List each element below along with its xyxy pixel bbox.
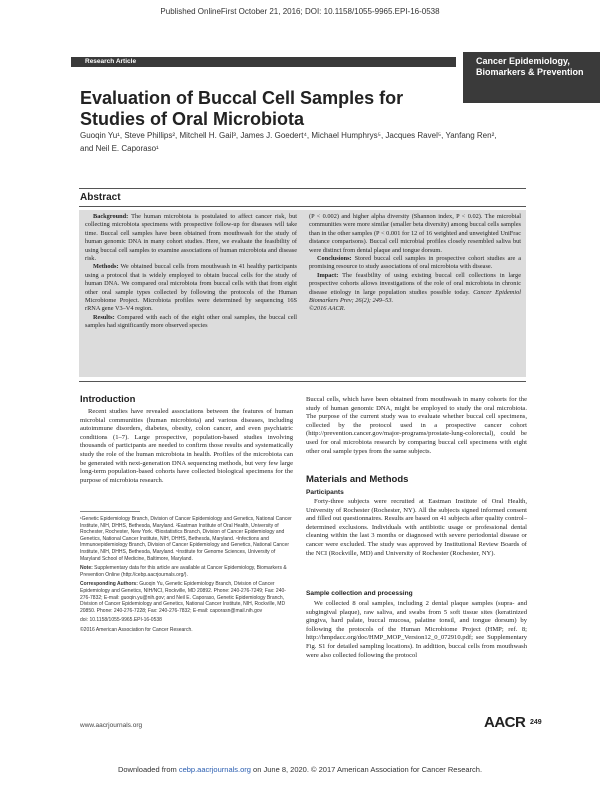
corresponding-authors: Corresponding Authors: Guoqin Yu, Genetic Epidemiology Branch, Division of Cancer Epidemiology and Genetics, NIH/NCI, Rockville, MD 20892. Phone: 240-276-7249; Fax: 240-276-7832; E-mail: guoqin.yu@nih.gov; and Neil E. Caporaso, Genetic Epidemiology Branch, Division of Cancer Epidemiology and Genetics, National Cancer Institute, NIH, Rockville, MD 20850. Phone: 240-276-7228; Fax: 240-276-7832; E-mail: caporasn@mail.nih.gov <box>80 581 286 614</box>
doi: doi: 10.1158/1055-9965.EPI-16-0538 <box>80 617 162 624</box>
download-notice: Downloaded from cebp.aacrjournals.org on June 8, 2020. © 2017 American Association for Cancer Research. <box>117 765 483 774</box>
abstract-box <box>79 210 526 377</box>
download-link[interactable]: cebp.aacrjournals.org <box>178 765 251 774</box>
abstract-impact: Impact: The feasibility of using existing buccal cell collections in large prospective cohorts allows investigations of the role of oral microbiota in chronic disease etiology in large population studies possible today. Cancer Epidemiol Biomarkers Prev; 26(2); 249–53. <box>309 271 521 305</box>
supplementary-note: Note: Supplementary data for this article are available at Cancer Epidemiology, Biomarkers & Prevention Online (http://cebp.aacrjournals.org/). <box>80 565 287 578</box>
author-list: Guoqin Yu¹, Steve Phillips², Mitchell H. Gail³, James J. Goedert⁴, Michael Humphrys⁵, Jacques Ravel⁵, Yanfang Ren², and Neil E. Caporaso¹ <box>80 131 497 153</box>
journal-name: Cancer Epidemiology, Biomarkers & Prevention <box>476 56 584 77</box>
article-type-bar <box>71 57 456 67</box>
journal-name-box <box>463 52 600 103</box>
introduction-heading: Introduction <box>80 394 136 405</box>
abstract-left-column <box>85 213 297 331</box>
abstract-bottom-rule <box>79 381 526 382</box>
article-title: Evaluation of Buccal Cell Samples for Studies of Oral Microbiota <box>80 88 404 129</box>
aacr-logo: AACR <box>484 714 526 731</box>
materials-methods-heading: Materials and Methods <box>306 474 409 485</box>
sample-collection-text: We collected 8 oral samples, including 2 dental plaque samples (supra- and subgingival plaque), raw saliva, and swabs from 5 soft tissue sites (keratinized gingiva, hard palate, buccal mucosa, palatine tonsil, and tongue dorsum) by following the protocols of the Human Microbiome Project (HMP; ref. 8; http://hmpdacc.org/doc/HMP_MOP_Version12_0_072910.pdf; see Supplementary Fig. S1 for detailed sampling locations). In addition, buccal cells from mouthwash were also collected following the protocol <box>306 600 527 659</box>
publication-info-line: Published OnlineFirst October 21, 2016; DOI: 10.1158/1055-9965.EPI-16-0538 <box>160 7 440 16</box>
participants-text: Forty-three subjects were recruited at Eastman Institute of Oral Health, University of Rochester (Rochester, NY). All the subjects signed informed consent and filled out questionnaires. Results are based on 41 subjects after quality control–determined exclusions. Individuals with antibiotic usage or professional dental cleaning within the last 3 months or diagnosed with severe periodontal disease or cancer were excluded. The study was approved by Institutional Review Boards of the NCI (Rockville, MD) and University of Rochester (Rochester, NY). <box>306 498 527 557</box>
right-column-text <box>306 396 527 456</box>
footnotes <box>80 516 293 634</box>
citation: Cancer Epidemiol Biomarkers Prev; 26(2); 249–53. <box>309 288 521 305</box>
footnote-rule <box>80 511 140 512</box>
abstract-heading: Abstract <box>80 192 121 203</box>
abstract-copyright: ©2016 AACR. <box>309 305 346 313</box>
journal-website: www.aacrjournals.org <box>80 722 143 729</box>
abstract-methods: Methods: We obtained buccal cells from mouthwash in 41 healthy participants using a protocol that is widely employed to obtain buccal cells for the study of human DNA. We compared oral microbiota from buccal cells with that from eight other oral sample types collected by following the protocols of the Human Microbiome Project. Microbiota profiles were determined by sequencing 16S rRNA gene V3–V4 region. <box>85 263 297 313</box>
abstract-conclusions: Conclusions: Stored buccal cell samples in prospective cohort studies are a promising resource to study associations of oral microbiota with disease. <box>309 255 521 271</box>
introduction-text: Recent studies have revealed associations between the features of human microbial communities (human microbiota) and various diseases, including autoimmune disorders, diabetes, obesity, colon cancer, and even psychiatric conditions (1–7). Large prospective, population-based studies involving thousands of participants are needed to confirm those results and systematically study the role of the human microbiota in health. Profiles of the microbiota can be generated with next-generation DNA sequencing methods, but very few large long-term population-based cohorts have collected biological specimens for the purpose of microbiota research. <box>80 408 293 484</box>
affiliations: ¹Genetic Epidemiology Branch, Division of Cancer Epidemiology and Genetics, National Cancer Institute, NIH, DHHS, Bethesda, Maryland. ²Eastman Institute of Oral Health, University of Rochester, Rochester, New York. ³Biostatistics Branch, Division of Cancer Epidemiology and Genetics, National Cancer Institute, NIH, DHHS, Bethesda, Maryland. ⁴Infections and Immunoepidemiology Branch, Division of Cancer Epidemiology and Genetics, National Cancer Institute, NIH, DHHS, Bethesda, Maryland. ⁵Institute for Genome Sciences, University of Maryland School of Medicine, Baltimore, Maryland. <box>80 516 292 562</box>
page-number: 249 <box>530 719 542 726</box>
sample-collection-heading: Sample collection and processing <box>306 590 413 597</box>
footer-copyright: ©2016 American Association for Cancer Research. <box>80 626 193 633</box>
introduction-continued: Buccal cells, which have been obtained from mouthwash in many cohorts for the study of human genomic DNA, might be employed to study the oral microbiota. The purpose of the current study was to evaluate whether buccal cell specimens, collected by the protocol used in a prospective cancer cohort (http://prevention.cancer.gov/major-programs/prostate-lung-colorectal), could be used for oral microbiota research by comparing buccal cell specimens with eight other oral sample types from the same subjects. <box>306 396 527 455</box>
abstract-background: Background: The human microbiota is postulated to affect cancer risk, but collecting microbiota specimens with prospective follow-up for diseases will take time. Buccal cell samples have been obtained from mouthwash for the study of human genomic DNA in many cohort studies. Here, we evaluate the feasibility of using buccal cell samples to examine associations of human microbiota and disease risk. <box>85 213 297 263</box>
abstract-right-column <box>309 213 521 314</box>
abstract-results: Results: Compared with each of the eight other oral samples, the buccal cell samples had significantly more observed species <box>85 313 297 330</box>
abstract-top-rule <box>79 188 526 189</box>
article-type-label: Research Article <box>85 58 137 65</box>
abstract-divider <box>79 206 526 207</box>
participants-heading: Participants <box>306 489 344 496</box>
abstract-results-continued: (P < 0.002) and higher alpha diversity (Shannon index, P < 0.02). The microbial communities were more similar (smaller beta diversity) among buccal cells samples than in the other samples (P < 0.001 for 12 of 16 weighted and unweighted UniFrac distance comparisons). Buccal cell microbial profiles closely resembled saliva but were distinct from dental plaque and tongue dorsum. <box>309 213 521 254</box>
